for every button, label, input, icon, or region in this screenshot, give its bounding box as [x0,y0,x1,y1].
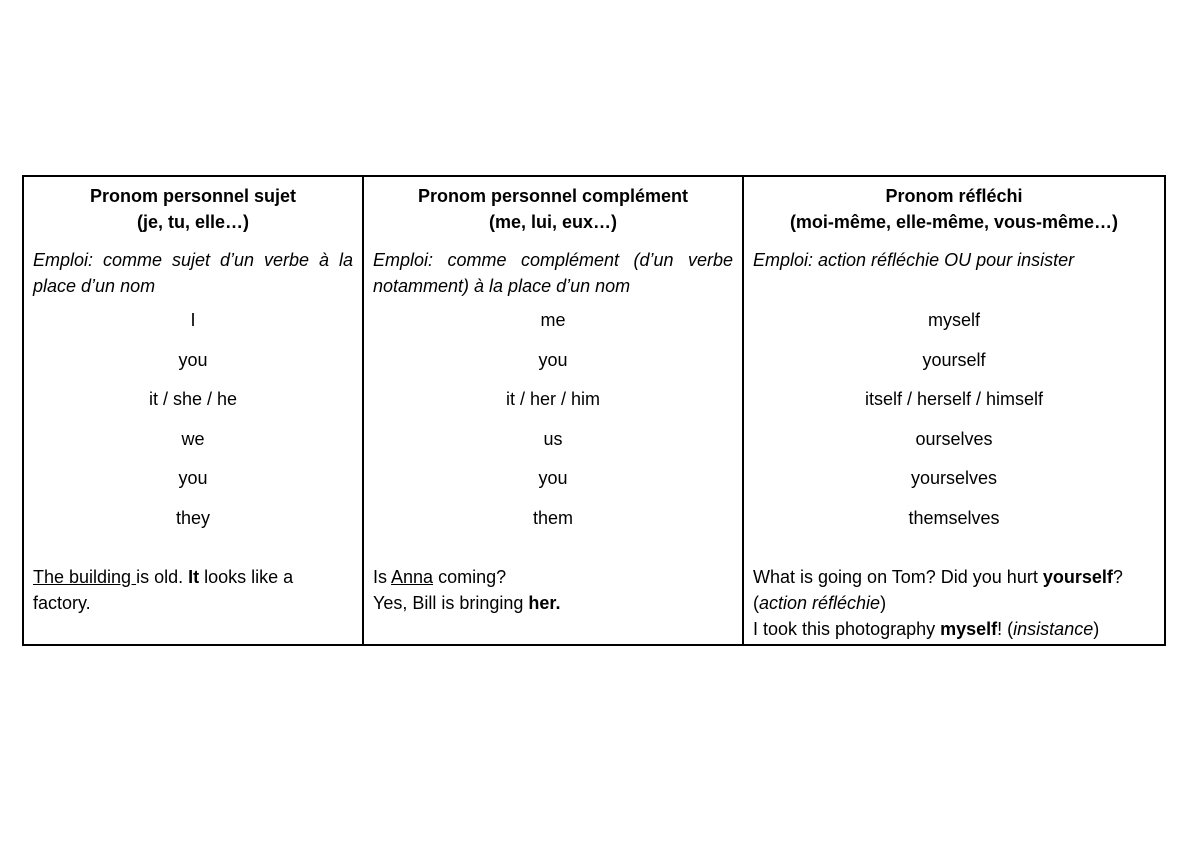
example-line: What is going on Tom? Did you hurt yourself? (action réfléchie) [753,567,1123,613]
usage-reflexive: Emploi: action réfléchie OU pour insister [743,243,1165,301]
header-title: Pronom personnel complément [417,186,689,206]
reflexive-pronoun: ourselves [743,420,1165,460]
table-row [23,341,1165,381]
underlined-noun: Anna [391,567,434,587]
subject-pronoun: we [23,420,363,460]
subject-pronoun: it / she / he [23,380,363,420]
example-reflexive [743,564,1165,645]
highlighted-pronoun: yourself [1042,567,1113,587]
header-row [23,176,1165,243]
reflexive-pronoun: themselves [743,499,1165,539]
example-line: I took this photography myself! (insistance) [753,619,1100,639]
header-examples: (moi-même, elle-même, vous-même…) [789,212,1119,232]
object-pronoun: it / her / him [363,380,743,420]
table-row [23,459,1165,499]
subject-pronoun: I [23,301,363,341]
subject-pronoun: they [23,499,363,539]
pronoun-table [22,175,1166,646]
header-title: Pronom réfléchi [885,186,1023,206]
spacer-row [23,538,1165,564]
header-title: Pronom personnel sujet [89,186,297,206]
header-examples: (me, lui, eux…) [488,212,618,232]
usage-object: Emploi: comme complément (d’un verbe notamment) à la place d’un nom [363,243,743,301]
subject-pronoun: you [23,459,363,499]
example-line: Yes, Bill is bringing her. [373,593,561,613]
header-subject [23,176,363,243]
example-object [363,564,743,645]
annotation: insistance [1013,619,1094,639]
reflexive-pronoun: yourselves [743,459,1165,499]
usage-subject: Emploi: comme sujet d’un verbe à la place d’un nom [23,243,363,301]
object-pronoun: you [363,459,743,499]
underlined-noun: The building [33,567,137,587]
example-line: Is Anna coming? [373,567,507,587]
highlighted-pronoun: myself [940,619,998,639]
header-reflexive [743,176,1165,243]
object-pronoun: you [363,341,743,381]
object-pronoun: me [363,301,743,341]
usage-row [23,243,1165,301]
object-pronoun: them [363,499,743,539]
highlighted-pronoun: her. [528,593,561,613]
table-row [23,380,1165,420]
subject-pronoun: you [23,341,363,381]
header-examples: (je, tu, elle…) [136,212,250,232]
table-row [23,420,1165,460]
reflexive-pronoun: itself / herself / himself [743,380,1165,420]
reflexive-pronoun: yourself [743,341,1165,381]
reflexive-pronoun: myself [743,301,1165,341]
example-row [23,564,1165,645]
object-pronoun: us [363,420,743,460]
table-row [23,301,1165,341]
header-object [363,176,743,243]
annotation: action réfléchie [759,593,881,613]
example-subject: The building is old. It looks like a factory. [23,564,363,645]
highlighted-pronoun: It [188,567,200,587]
table-row [23,499,1165,539]
